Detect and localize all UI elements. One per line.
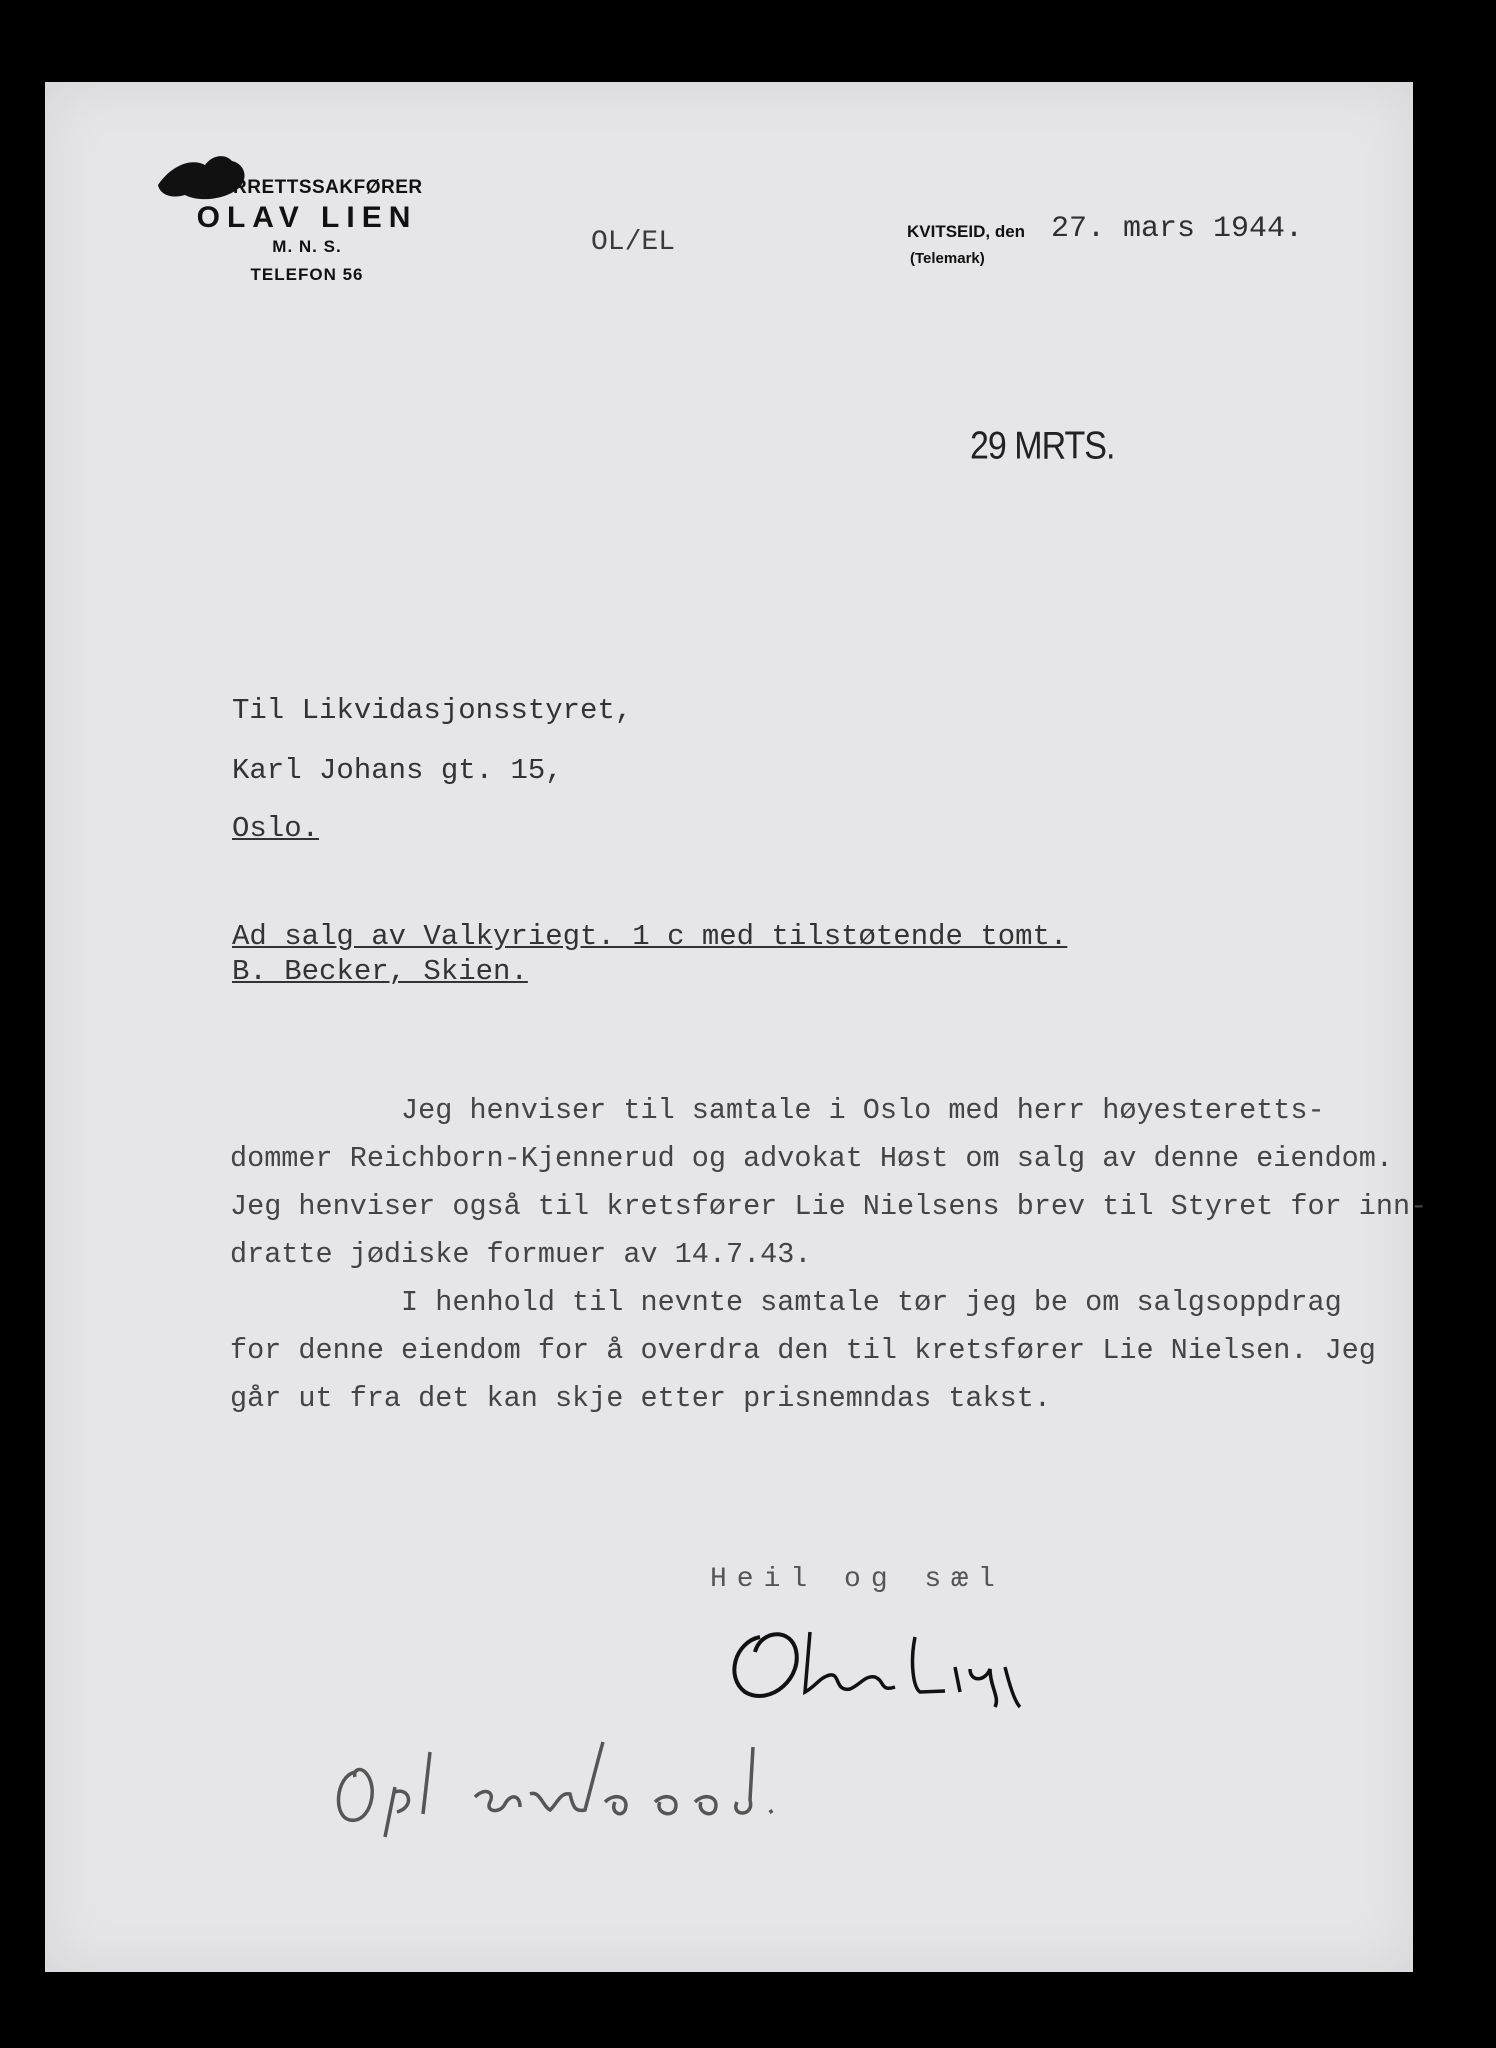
reference-code: OL/EL <box>591 227 676 258</box>
letterhead-mns: M. N. S. <box>272 237 342 256</box>
body-line: I henhold til nevnte samtale tør jeg be om salgsoppdrag <box>230 1286 1342 1319</box>
body-line: går ut fra det kan skje etter prisnemndas takst. <box>230 1382 1051 1415</box>
letter-date: 27. mars 1944. <box>1051 212 1304 246</box>
region-label: (Telemark) <box>910 250 985 267</box>
address-line-2: Karl Johans gt. 15, <box>232 754 563 787</box>
body-line: for denne eiendom for å overdra den til kretsfører Lie Nielsen. Jeg <box>230 1334 1376 1367</box>
body-line: dommer Reichborn-Kjennerud og advokat Høst om salg av denne eiendom. <box>230 1142 1393 1175</box>
body-line: Jeg henviser også til kretsfører Lie Nielsens brev til Styret for inn- <box>230 1190 1428 1223</box>
body-line: dratte jødiske formuer av 14.7.43. <box>230 1238 812 1271</box>
received-stamp: 29 MRTS. <box>970 424 1115 468</box>
letter-page <box>45 82 1428 1972</box>
letterhead-telephone: TELEFON 56 <box>250 265 364 284</box>
letter-body <box>230 1087 1430 1423</box>
closing-salutation: Heil og sæl <box>710 1564 1005 1595</box>
signature <box>715 1607 1055 1717</box>
letterhead-title: OVERRETTSSAKFØRER <box>191 177 423 198</box>
letterhead <box>157 177 457 285</box>
subject-line-2: B. Becker, Skien. <box>232 955 528 988</box>
address-line-3: Oslo. <box>232 812 320 845</box>
letterhead-name: OLAV LIEN <box>196 201 418 234</box>
body-line: Jeg henviser til samtale i Oslo med herr høyesteretts- <box>230 1094 1325 1127</box>
handwritten-note <box>325 1732 785 1842</box>
place-label: KVITSEID, den <box>907 222 1026 241</box>
subject-line-1: Ad salg av Valkyriegt. 1 c med tilstøtende tomt. <box>232 920 1068 953</box>
address-line-1: Til Likvidasjonsstyret, <box>232 694 633 727</box>
